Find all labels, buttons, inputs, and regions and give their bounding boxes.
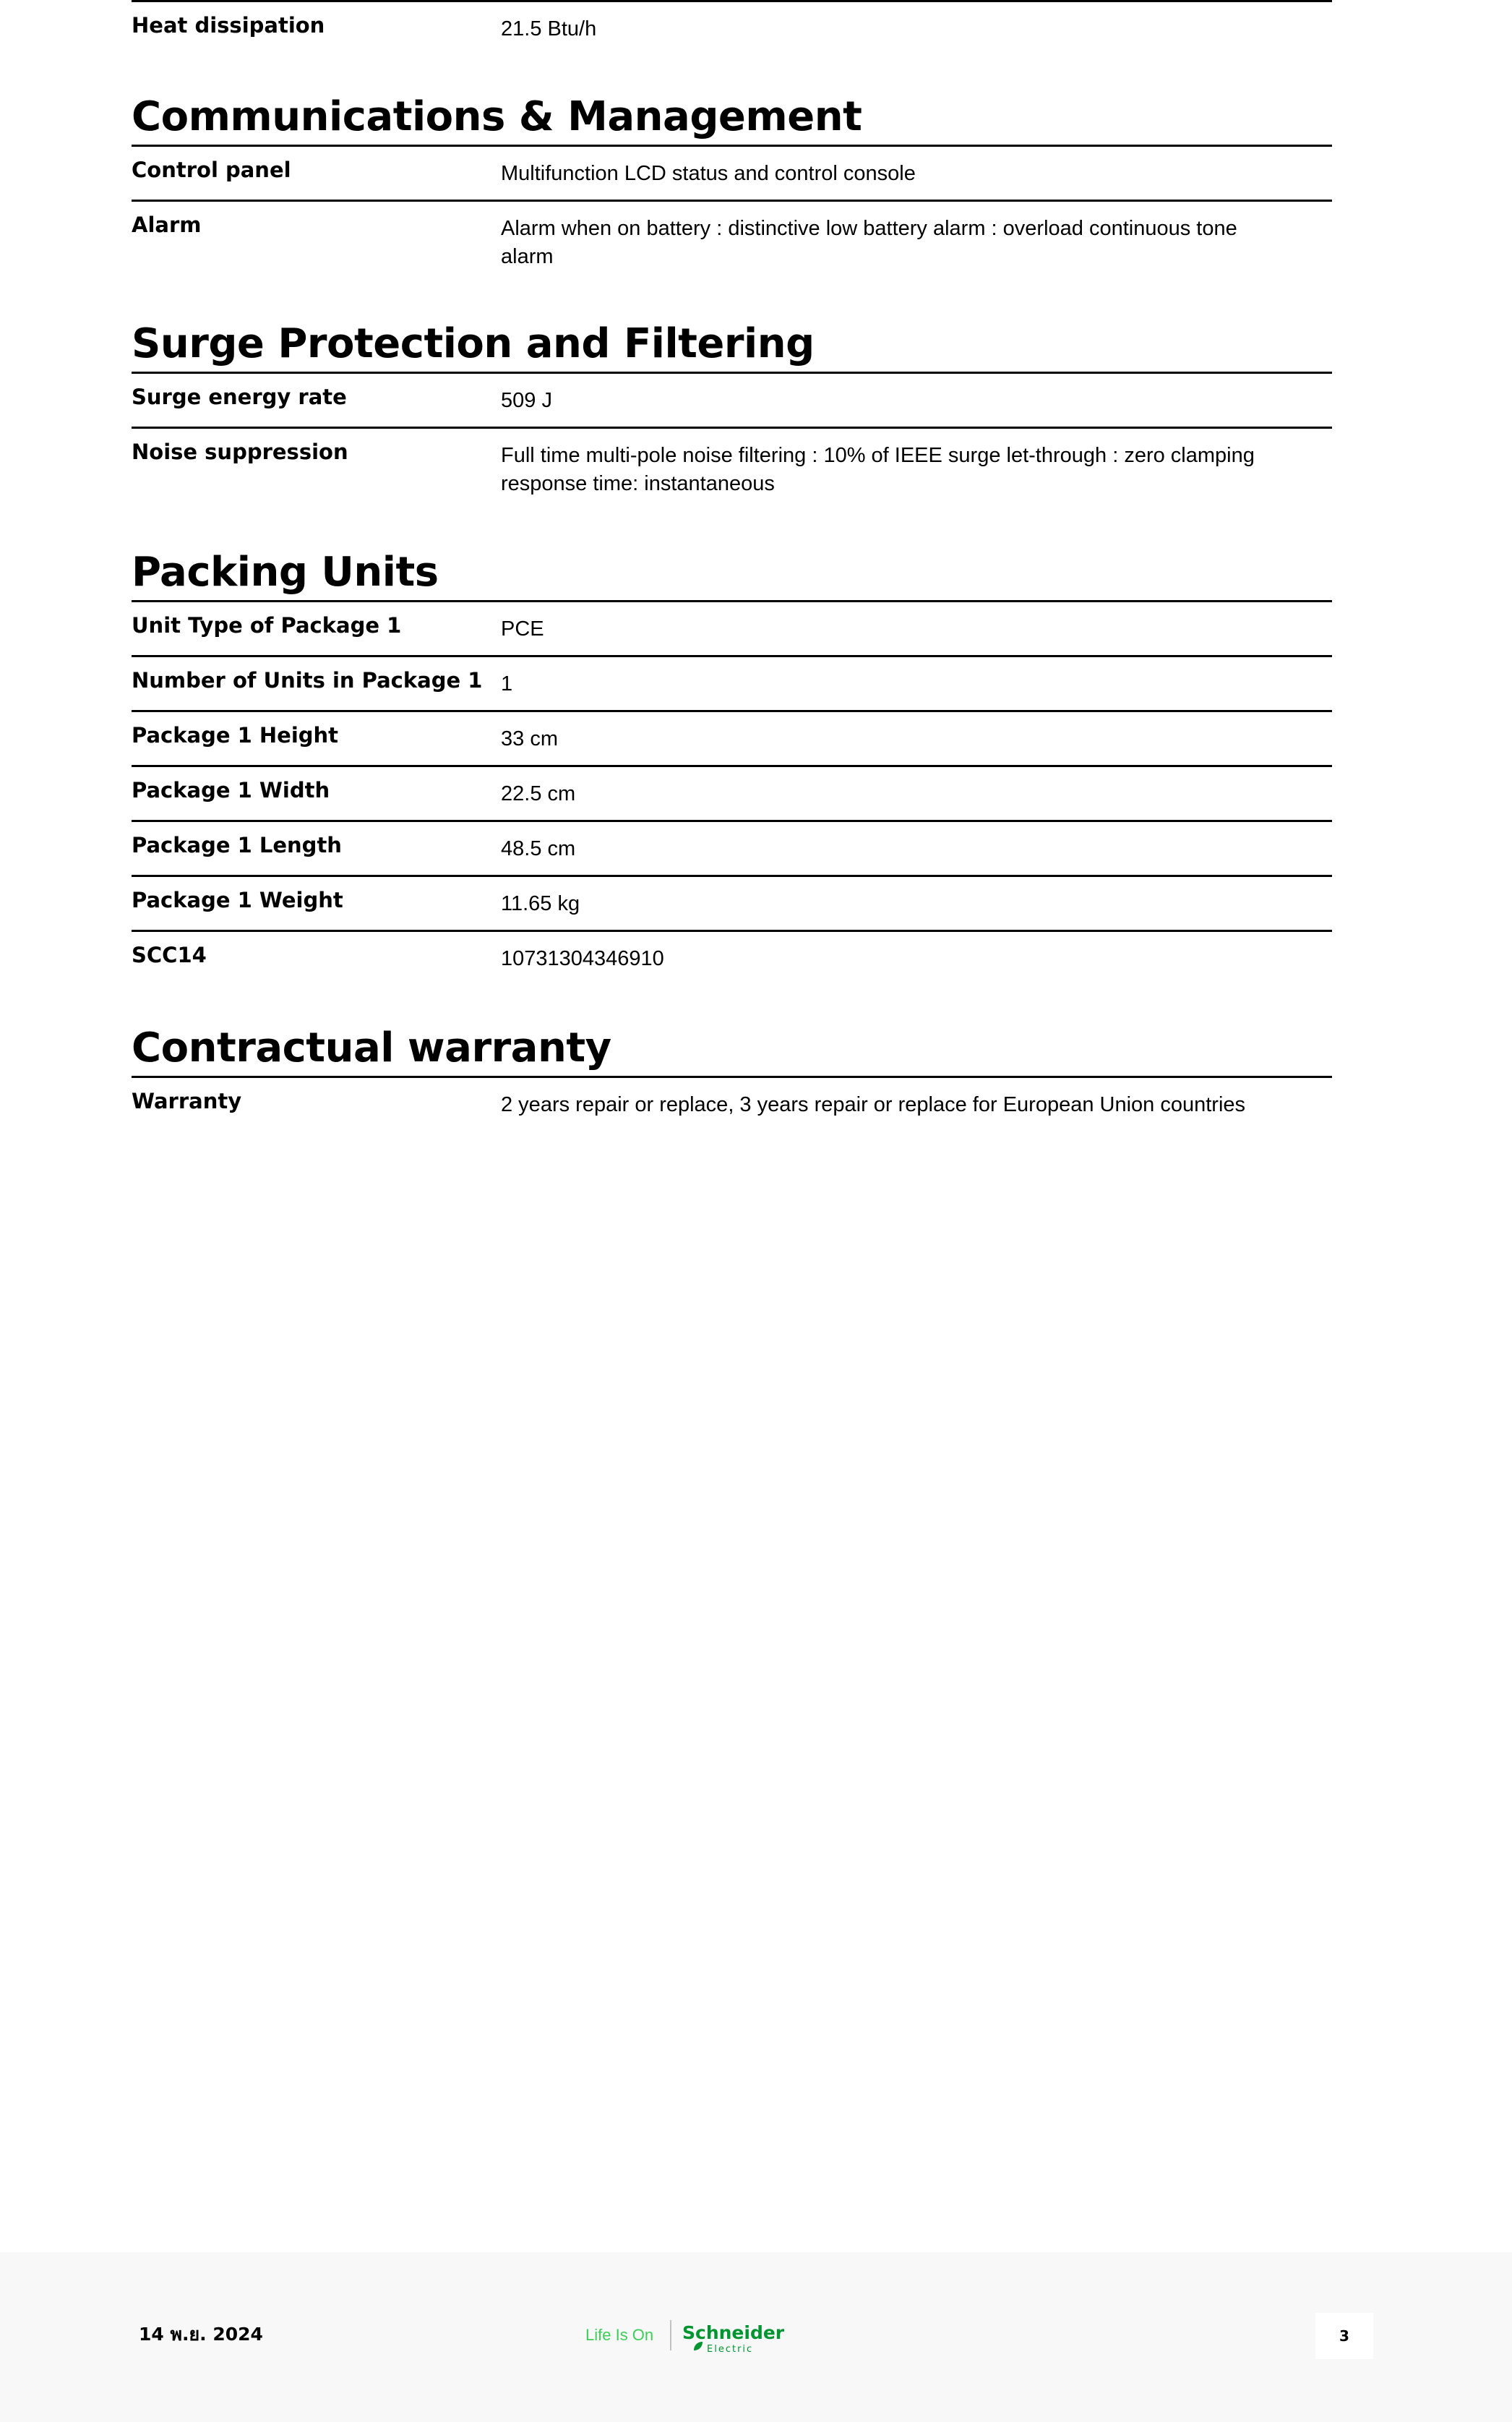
spec-label: SCC14 [132,943,207,967]
spec-label: Noise suppression [132,440,348,464]
spec-row-alarm [132,200,1332,279]
spec-value: Alarm when on battery : distinctive low battery alarm : overload continuous tone alarm [501,217,1237,268]
spec-row-heat-dissipation [132,0,1332,46]
spec-label: Surge energy rate [132,385,347,409]
spec-label: Number of Units in Package 1 [132,668,483,693]
section-title: Communications & Management [132,93,862,140]
spec-value: 48.5 cm [501,837,576,860]
section-packing-units [132,549,1332,985]
section-title: Surge Protection and Filtering [132,320,815,367]
spec-row-control-panel [132,145,1332,200]
spec-row-unit-type [132,600,1332,655]
spec-value: PCE [501,617,544,641]
spec-label: Alarm [132,213,202,237]
spec-value: 11.65 kg [501,892,580,915]
spec-value: 22.5 cm [501,782,576,805]
spec-value: 33 cm [501,727,558,750]
section-surge-protection [132,321,1332,506]
logo-sub: Electric [707,2344,754,2355]
spec-row-warranty [132,1076,1332,1131]
spec-row-package-weight [132,875,1332,930]
spec-row-package-length [132,820,1332,875]
spec-label: Package 1 Weight [132,888,343,912]
spec-value: 509 J [501,389,552,412]
spec-row-scc14 [132,930,1332,985]
spec-label: Package 1 Width [132,778,330,803]
spec-label: Unit Type of Package 1 [132,613,402,638]
spec-row-package-height [132,710,1332,765]
spec-label: Package 1 Length [132,833,342,857]
spec-row-surge-energy-rate [132,372,1332,427]
spec-value: Multifunction LCD status and control console [501,162,916,185]
section-power [132,0,1332,46]
spec-value: 10731304346910 [501,947,664,970]
footer-date: 14 พ.ย. 2024 [139,2324,263,2345]
logo-brand: Schneider [682,2322,785,2343]
page-footer [0,2252,1512,2422]
spec-value: Full time multi-pole noise filtering : 10% of IEEE surge let-through : zero clamping response time: instantaneous [501,444,1255,495]
logo-tagline: Life Is On [585,2326,654,2344]
spec-value: 1 [501,672,513,696]
spec-row-noise-suppression [132,427,1332,506]
section-communications [132,94,1332,279]
page-number: 3 [1315,2313,1373,2359]
section-title: Packing Units [132,549,439,596]
spec-row-package-width [132,765,1332,820]
spec-label: Package 1 Height [132,723,339,748]
spec-value: 21.5 Btu/h [501,17,597,40]
spec-label: Control panel [132,158,291,182]
spec-label: Heat dissipation [132,13,325,38]
spec-value: 2 years repair or replace, 3 years repair or replace for European Union countries [501,1093,1246,1116]
spec-label: Warranty [132,1089,242,1113]
section-title: Contractual warranty [132,1024,611,1071]
schneider-electric-logo [585,2313,788,2356]
spec-row-number-of-units [132,655,1332,710]
section-contractual-warranty [132,1025,1332,1131]
